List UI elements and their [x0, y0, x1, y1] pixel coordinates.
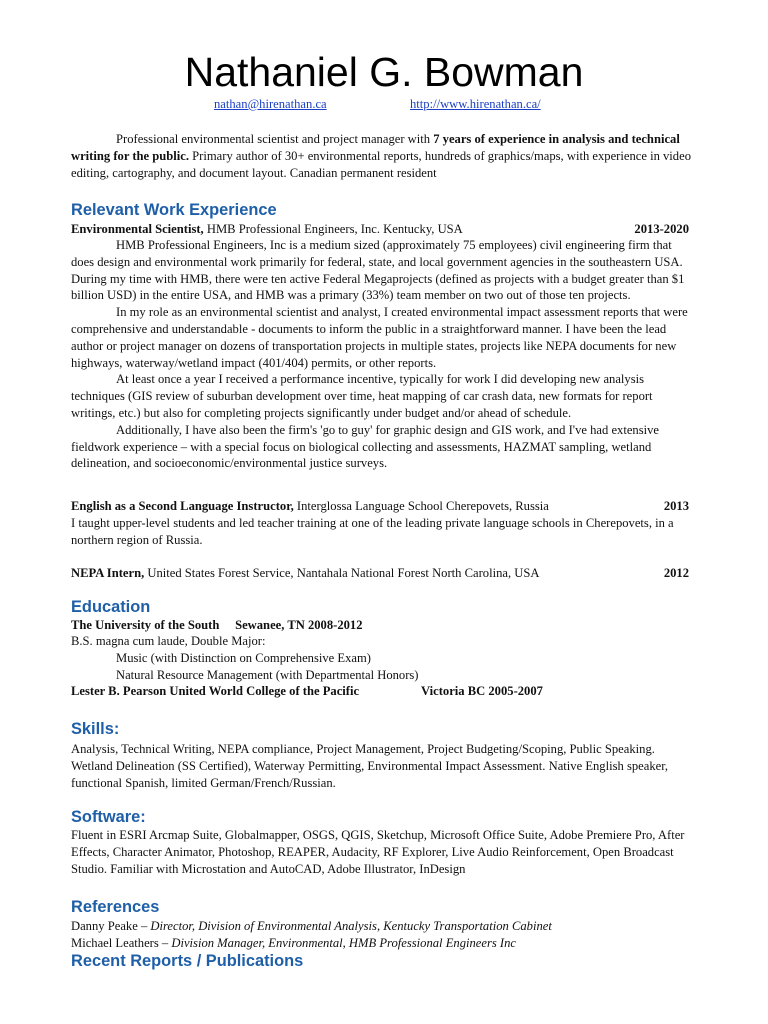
software-heading: Software:	[71, 808, 146, 826]
work-experience-heading: Relevant Work Experience	[71, 201, 277, 219]
job-title: NEPA Intern,	[71, 566, 145, 580]
job-description	[71, 237, 691, 472]
job-title-row	[71, 565, 689, 582]
job-dates: 2013	[663, 499, 689, 513]
major-line: Natural Resource Management (with Departmental Honors)	[116, 668, 419, 682]
job-paragraph: Additionally, I have also been the firm's 'go to guy' for graphic design and GIS work, and I've had extensive fieldwork experience – with a special focus on biological collecting and assessments, HAZMAT sampling, wetland delineation, and socioeconomic/environmental justice surveys.	[71, 422, 660, 471]
reference-item	[71, 918, 552, 935]
job-dates: 2012	[663, 566, 689, 580]
summary-highlight: 7 years of experience in analysis and technical writing for the public.	[71, 132, 680, 163]
skills-text	[71, 741, 691, 791]
job-paragraph: In my role as an environmental scientist and analyst, I created environmental impact assessment reports that were comprehensive and understandable - documents to inform the public in a straightforward manner. I have been the lead author or project manager on dozens of transportation projects in multiple states, projects like NEPA documents for new highways, waterway/wetland impact (401/404) permits, or other reports.	[71, 305, 688, 370]
reference-name: Michael Leathers –	[71, 936, 172, 950]
job-paragraph: I taught upper-level students and led teacher training at one of the leading private language schools in Cherepovets, in a northern region of Russia.	[71, 516, 674, 547]
skills-heading: Skills:	[71, 720, 120, 738]
summary-lead: Professional environmental scientist and project manager with	[116, 132, 434, 146]
publications-heading: Recent Reports / Publications	[71, 952, 304, 970]
degree-line: B.S. magna cum laude, Double Major:	[71, 634, 266, 648]
job-title: English as a Second Language Instructor,	[71, 499, 294, 513]
job-title: Environmental Scientist,	[71, 222, 204, 236]
job-dates: 2013-2020	[634, 222, 689, 236]
reference-role: Director, Division of Environmental Analysis, Kentucky Transportation Cabinet	[150, 919, 552, 933]
reference-name: Danny Peake –	[71, 919, 151, 933]
candidate-name: Nathaniel G. Bowman	[184, 49, 584, 95]
major-line: Music (with Distinction on Comprehensive Exam)	[116, 651, 371, 665]
school-location: Victoria BC 2005-2007	[421, 684, 543, 698]
job-org: Interglossa Language School Cherepovets, Russia	[293, 499, 549, 513]
software-paragraph: Fluent in ESRI Arcmap Suite, Globalmapper, OSGS, QGIS, Sketchup, Microsoft Office Suite, Adobe Premiere Pro, After Effects, Character Animator, Photoshop, REAPER, Audacity, RF Explorer, Live Audio Reinforcement, Open Broadcast Studio. Familiar with Microstation and AutoCAD, Adobe Illustrator, InDesign	[71, 828, 685, 876]
summary-paragraph	[71, 131, 691, 181]
skills-paragraph: Analysis, Technical Writing, NEPA compliance, Project Management, Project Budgeting/Scoping, Public Speaking. Wetland Delineation (SS Certified), Waterway Permitting, Environmental Impact Assessment. Native English speaker, functional Spanish, limited German/French/Russian.	[71, 742, 669, 790]
job-description	[71, 515, 691, 549]
job-title-row	[71, 221, 689, 238]
reference-role: Division Manager, Environmental, HMB Professional Engineers Inc	[171, 936, 517, 950]
school-line: Lester B. Pearson United World College of the Pacific	[71, 684, 360, 698]
job-org: HMB Professional Engineers, Inc. Kentucky, USA	[203, 222, 463, 236]
reference-item	[71, 935, 516, 952]
job-org: United States Forest Service, Nantahala National Forest North Carolina, USA	[144, 566, 540, 580]
references-heading: References	[71, 898, 160, 916]
job-paragraph: HMB Professional Engineers, Inc is a medium sized (approximately 75 employees) civil engineering firm that does design and environmental work primarily for federal, state, and local government agencies in the southeastern USA. During my time with HMB, there were ten active Federal Megaprojects (defined as projects with a budget greater than $1 billion USD) in the entire USA, and HMB was a primary (33%) team member on two out of those ten projects.	[71, 238, 685, 303]
school-line: The University of the South Sewanee, TN 2008-2012	[71, 618, 363, 632]
job-title-row	[71, 498, 689, 515]
education-heading: Education	[71, 598, 151, 616]
software-text	[71, 827, 691, 877]
website-link[interactable]: http://www.hirenathan.ca/	[410, 97, 541, 111]
summary-rest: Primary author of 30+ environmental reports, hundreds of graphics/maps, with experience in video editing, cartography, and document layout. Canadian permanent resident	[71, 148, 691, 180]
job-paragraph: At least once a year I received a performance incentive, typically for work I did developing new analysis techniques (GIS review of suburban development over time, heat mapping of car crash data, new formats for report writings, etc.) but also for completing projects significantly under budget and/or ahead of schedule.	[71, 372, 653, 420]
email-link[interactable]: nathan@hirenathan.ca	[214, 97, 327, 111]
